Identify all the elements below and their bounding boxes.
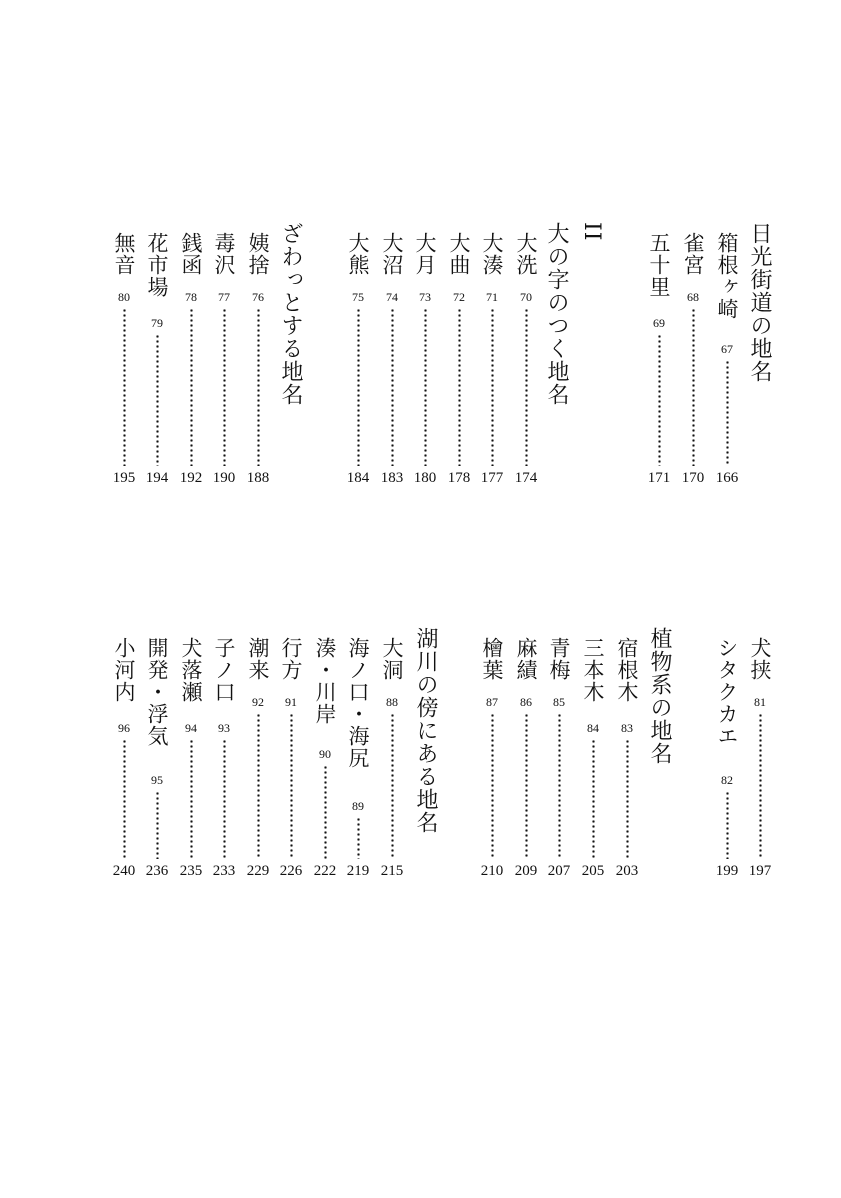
page-number: 192 bbox=[179, 470, 203, 486]
page-number: 170 bbox=[681, 470, 705, 486]
dot-leader bbox=[525, 308, 528, 466]
entry-number: 84 bbox=[587, 721, 599, 735]
entry-number: 67 bbox=[721, 342, 733, 356]
entry-title: 麻績 bbox=[514, 637, 538, 681]
dot-leader bbox=[223, 739, 226, 859]
dot-leader bbox=[324, 765, 327, 859]
page-number: 229 bbox=[246, 863, 270, 879]
section-heading: ざわっとする地名 bbox=[278, 222, 303, 406]
entry-number: 91 bbox=[285, 695, 297, 709]
page-number: 197 bbox=[748, 863, 772, 879]
section-heading: 植物系の地名 bbox=[647, 627, 672, 765]
entry-title: シタクカエ bbox=[715, 637, 739, 747]
entry-number: 86 bbox=[520, 695, 532, 709]
page-number: 226 bbox=[279, 863, 303, 879]
entry-title: 檜葉 bbox=[480, 637, 504, 681]
entry-number: 68 bbox=[687, 290, 699, 304]
page-number: 210 bbox=[480, 863, 504, 879]
entry-title: 行方 bbox=[279, 637, 303, 681]
entry-title: 犬挟 bbox=[748, 637, 772, 681]
dot-leader bbox=[391, 713, 394, 859]
entry-title: 花市場 bbox=[145, 232, 169, 298]
entry-number: 94 bbox=[185, 721, 197, 735]
entry-number: 96 bbox=[118, 721, 130, 735]
entry-title: 湊・川岸 bbox=[313, 637, 337, 725]
entry-title: 潮来 bbox=[246, 637, 270, 681]
page-number: 194 bbox=[145, 470, 169, 486]
dot-leader bbox=[726, 791, 729, 859]
entry-title: 姨捨 bbox=[246, 232, 270, 276]
dot-leader bbox=[491, 713, 494, 859]
entry-number: 90 bbox=[319, 747, 331, 761]
page-number: 195 bbox=[112, 470, 136, 486]
dot-leader bbox=[491, 308, 494, 466]
page-number: 203 bbox=[615, 863, 639, 879]
dot-leader bbox=[525, 713, 528, 859]
entry-number: 88 bbox=[386, 695, 398, 709]
dot-leader bbox=[458, 308, 461, 466]
page-number: 209 bbox=[514, 863, 538, 879]
entry-number: 78 bbox=[185, 290, 197, 304]
section-heading: 日光街道の地名 bbox=[747, 222, 772, 383]
entry-title: 大洗 bbox=[514, 232, 538, 276]
entry-title: 無音 bbox=[112, 232, 136, 276]
entry-number: 70 bbox=[520, 290, 532, 304]
entry-number: 83 bbox=[621, 721, 633, 735]
entry-title: 大沼 bbox=[380, 232, 404, 276]
entry-number: 92 bbox=[252, 695, 264, 709]
entry-title: 青梅 bbox=[547, 637, 571, 681]
entry-title: 大曲 bbox=[447, 232, 471, 276]
page-number: 190 bbox=[212, 470, 236, 486]
page-number: 166 bbox=[715, 470, 739, 486]
entry-number: 80 bbox=[118, 290, 130, 304]
page-number: 174 bbox=[514, 470, 538, 486]
dot-leader bbox=[357, 308, 360, 466]
page-number: 233 bbox=[212, 863, 236, 879]
page-number: 171 bbox=[647, 470, 671, 486]
page-number: 207 bbox=[547, 863, 571, 879]
entry-title: 開発・浮気 bbox=[145, 637, 169, 747]
entry-number: 71 bbox=[486, 290, 498, 304]
entry-title: 毒沢 bbox=[212, 232, 236, 276]
entry-title: 大湊 bbox=[480, 232, 504, 276]
entry-number: 76 bbox=[252, 290, 264, 304]
dot-leader bbox=[592, 739, 595, 859]
page-number: 235 bbox=[179, 863, 203, 879]
page-number: 180 bbox=[413, 470, 437, 486]
entry-number: 95 bbox=[151, 773, 163, 787]
entry-title: 銭函 bbox=[179, 232, 203, 276]
entry-title: 犬落瀬 bbox=[179, 637, 203, 703]
entry-number: 69 bbox=[653, 316, 665, 330]
entry-title: 宿根木 bbox=[615, 637, 639, 703]
page-number: 236 bbox=[145, 863, 169, 879]
entry-number: 89 bbox=[352, 799, 364, 813]
page-number: 178 bbox=[447, 470, 471, 486]
entry-title: 大熊 bbox=[346, 232, 370, 276]
dot-leader bbox=[391, 308, 394, 466]
page-number: 222 bbox=[313, 863, 337, 879]
page-number: 205 bbox=[581, 863, 605, 879]
entry-number: 75 bbox=[352, 290, 364, 304]
dot-leader bbox=[357, 817, 360, 859]
entry-number: 85 bbox=[553, 695, 565, 709]
dot-leader bbox=[223, 308, 226, 466]
entry-number: 74 bbox=[386, 290, 398, 304]
dot-leader bbox=[156, 791, 159, 859]
dot-leader bbox=[558, 713, 561, 859]
dot-leader bbox=[123, 739, 126, 859]
dot-leader bbox=[257, 713, 260, 859]
dot-leader bbox=[726, 360, 729, 466]
entry-title: 三本木 bbox=[581, 637, 605, 703]
entry-title: 雀宮 bbox=[681, 232, 705, 276]
dot-leader bbox=[692, 308, 695, 466]
dot-leader bbox=[658, 334, 661, 466]
entry-number: 73 bbox=[419, 290, 431, 304]
dot-leader bbox=[190, 308, 193, 466]
entry-number: 81 bbox=[754, 695, 766, 709]
dot-leader bbox=[257, 308, 260, 466]
dot-leader bbox=[290, 713, 293, 859]
entry-title: 大月 bbox=[413, 232, 437, 276]
entry-title: 小河内 bbox=[112, 637, 136, 703]
section-heading: II bbox=[579, 222, 604, 242]
entry-title: 大洞 bbox=[380, 637, 404, 681]
page-number: 199 bbox=[715, 863, 739, 879]
page-number: 177 bbox=[480, 470, 504, 486]
section-heading: 大の字のつく地名 bbox=[544, 222, 569, 406]
dot-leader bbox=[123, 308, 126, 466]
entry-number: 77 bbox=[218, 290, 230, 304]
entry-title: 子ノ口 bbox=[212, 637, 236, 703]
page-number: 219 bbox=[346, 863, 370, 879]
dot-leader bbox=[156, 334, 159, 466]
dot-leader bbox=[424, 308, 427, 466]
dot-leader bbox=[759, 713, 762, 859]
page-number: 184 bbox=[346, 470, 370, 486]
page-number: 215 bbox=[380, 863, 404, 879]
entry-title: 箱根ヶ崎 bbox=[715, 232, 739, 320]
entry-number: 72 bbox=[453, 290, 465, 304]
entry-number: 82 bbox=[721, 773, 733, 787]
entry-title: 海ノ口・海尻 bbox=[346, 637, 370, 769]
page-number: 240 bbox=[112, 863, 136, 879]
page-number: 183 bbox=[380, 470, 404, 486]
entry-number: 87 bbox=[486, 695, 498, 709]
section-heading: 湖川の傍にある地名 bbox=[413, 627, 438, 834]
entry-number: 79 bbox=[151, 316, 163, 330]
page-number: 188 bbox=[246, 470, 270, 486]
entry-title: 五十里 bbox=[647, 232, 671, 298]
entry-number: 93 bbox=[218, 721, 230, 735]
dot-leader bbox=[626, 739, 629, 859]
dot-leader bbox=[190, 739, 193, 859]
